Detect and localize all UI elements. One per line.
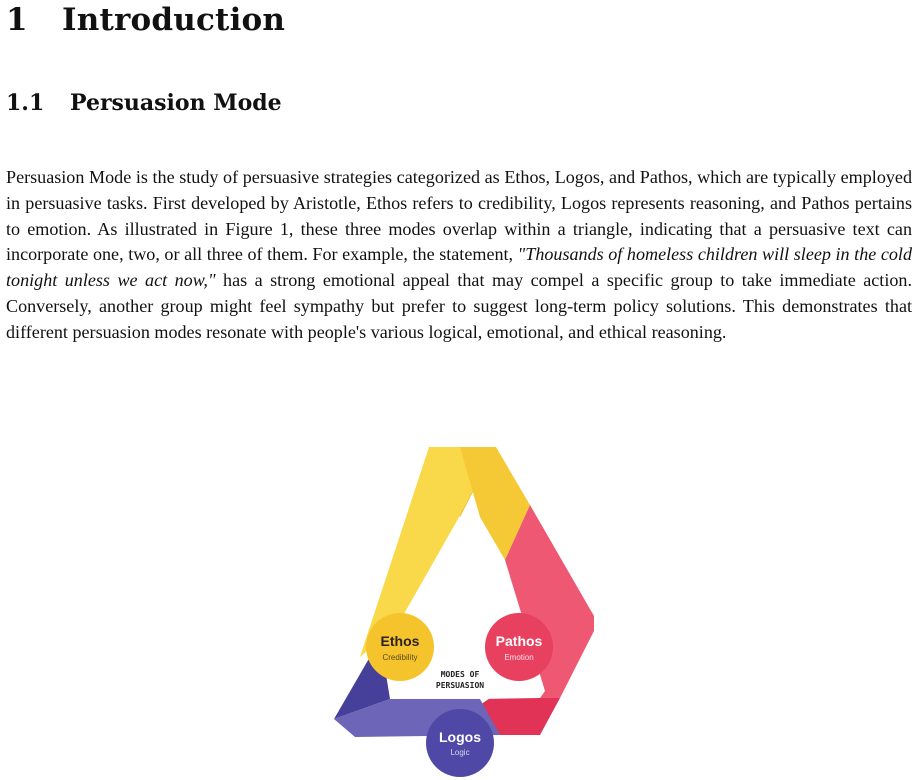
logos-sub-label: Logic [450,748,470,757]
ethos-label: Ethos [380,633,420,649]
logos-label: Logos [439,729,481,745]
pathos-sub-label: Emotion [504,653,534,662]
body-paragraph [6,165,912,346]
paragraph-text-2: has a strong emotional appeal that may compel a specific group to take immediate action. Conversely, another group might feel sympathy but prefer to suggest long-term policy solutions. This demonstrates that different persuasion modes resonate with people's various logical, emotional, and ethical reasoning. [6,270,912,342]
persuasion-triangle-diagram [330,435,594,780]
figure-modes-of-persuasion [330,435,594,780]
pathos-label: Pathos [495,633,543,649]
subsection-title: Persuasion Mode [70,90,282,116]
section-title: Introduction [62,2,286,38]
subsection-heading [6,88,282,118]
ethos-sub-label: Credibility [382,653,418,662]
example-quote: "Thousands of homeless children will sleep in the cold tonight unless we act now," [6,244,913,291]
subsection-number: 1.1 [6,90,45,116]
center-caption-line2: PERSUASION [435,681,485,690]
section-heading [6,0,285,40]
paragraph-text-1: Persuasion Mode is the study of persuasive strategies categorized as Ethos, Logos, and Pathos, which are typically employed in persuasive tasks. First developed by Aristotle, Ethos refers to credibility, Logos represents reasoning, and Pathos pertains to emotion. As illustrated in Figure 1, these three modes overlap within a triangle, indicating that a persuasive text can incorporate one, two, or all three of them. For example, the statement, [6,167,912,265]
center-caption-line1: MODES OF [440,670,480,679]
section-number: 1 [6,2,28,38]
